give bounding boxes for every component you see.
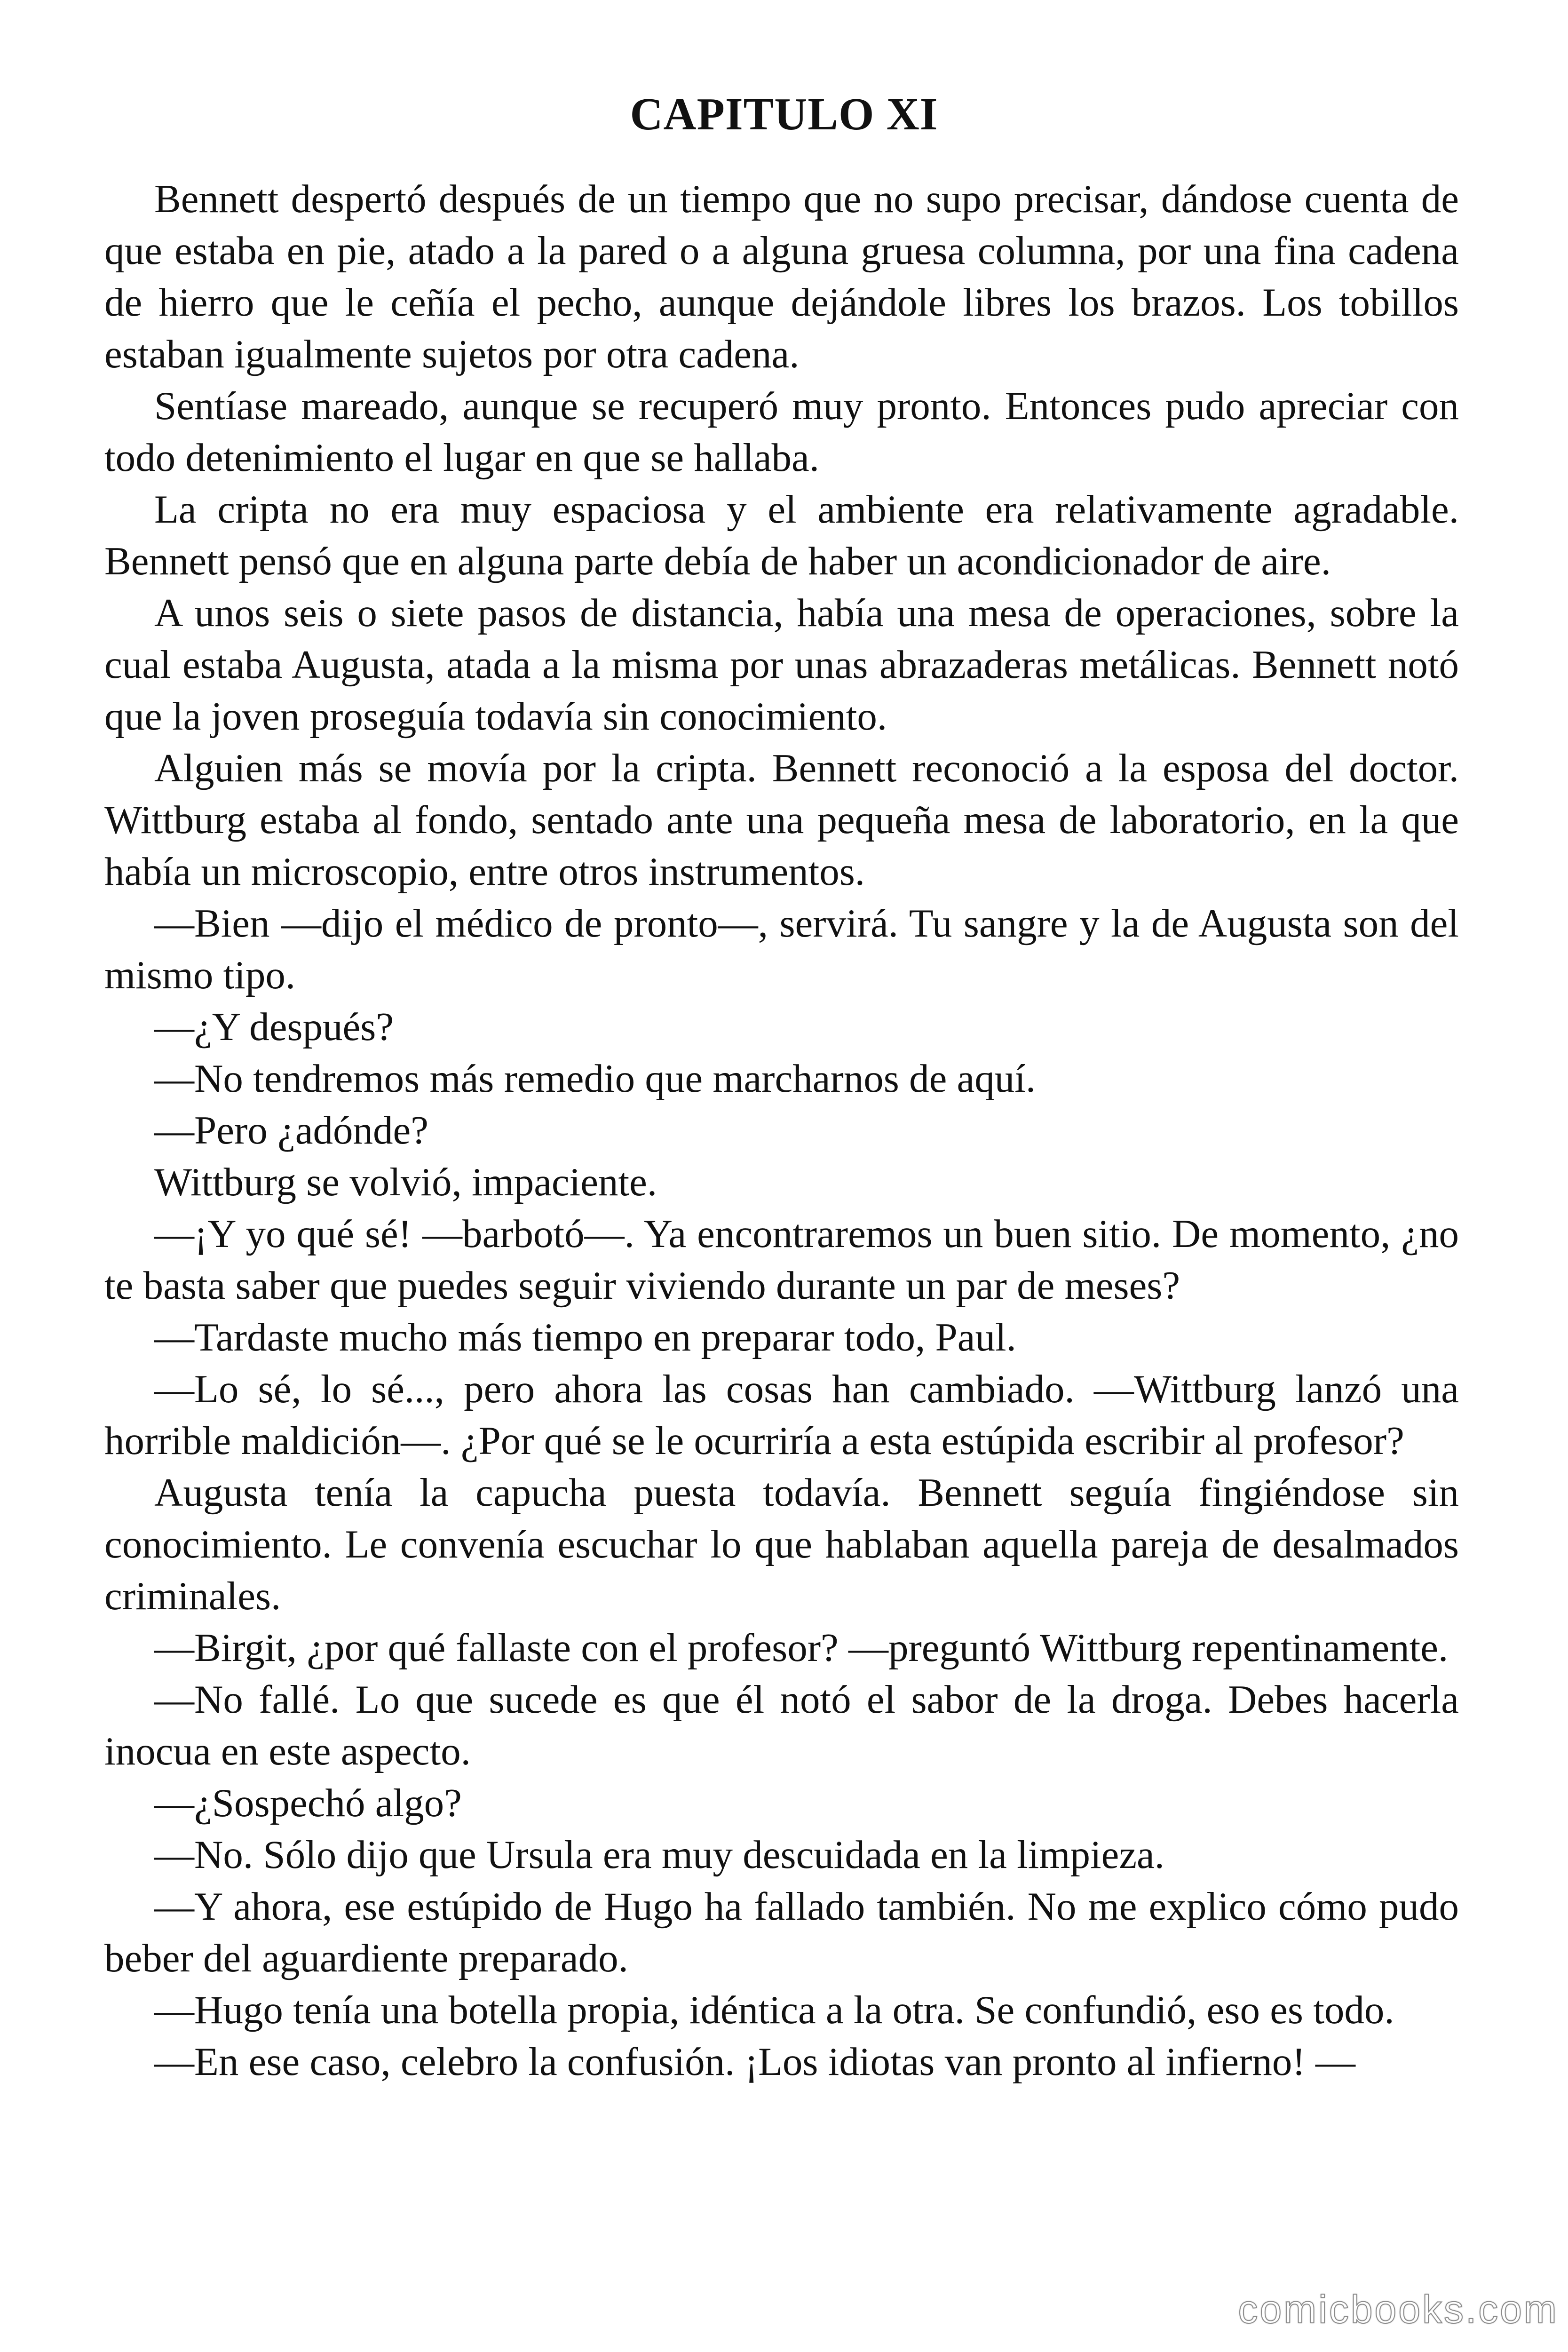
paragraph: —Pero ¿adónde? [154,1108,428,1152]
paragraph: —¡Y yo qué sé! —barbotó—. Ya encontraremos un buen sitio. De momento, ¿no te basta saber que puedes seguir viviendo durante un par de meses? [104,1212,1459,1308]
chapter-title: CAPITULO XI [630,88,938,139]
paragraph: —¿Y después? [154,1005,394,1049]
paragraph: —No. Sólo dijo que Ursula era muy descuidada en la limpieza. [154,1833,1165,1877]
paragraph: —En ese caso, celebro la confusión. ¡Los idiotas van pronto al infierno! — [154,2040,1355,2084]
paragraph: La cripta no era muy espaciosa y el ambiente era relativamente agradable. Bennett pensó que en alguna parte debía de haber un acondicionador de aire. [104,487,1459,583]
paragraph: Alguien más se movía por la cripta. Bennett reconoció a la esposa del doctor. Wittburg estaba al fondo, sentado ante una pequeña mesa de laboratorio, en la que había un microscopio, entre otros instrumentos. [104,746,1459,894]
paragraph: A unos seis o siete pasos de distancia, había una mesa de operaciones, sobre la cual estaba Augusta, atada a la misma por unas abrazaderas metálicas. Bennett notó que la joven proseguía todavía sin conocimiento. [104,591,1459,739]
paragraph: Sentíase mareado, aunque se recuperó muy pronto. Entonces pudo apreciar con todo detenimiento el lugar en que se hallaba. [104,384,1459,480]
chapter-body [104,173,1459,2088]
paragraph: Wittburg se volvió, impaciente. [154,1160,657,1204]
paragraph: —No fallé. Lo que sucede es que él notó el sabor de la droga. Debes hacerla inocua en este aspecto. [104,1677,1459,1773]
watermark: comicbooks.com [1238,2287,1559,2331]
paragraph: —No tendremos más remedio que marcharnos de aquí. [154,1057,1036,1101]
paragraph: —Y ahora, ese estúpido de Hugo ha fallado también. No me explico cómo pudo beber del aguardiente preparado. [104,1884,1459,1980]
paragraph: —Tardaste mucho más tiempo en preparar todo, Paul. [154,1315,1016,1359]
paragraph: Augusta tenía la capucha puesta todavía. Bennett seguía fingiéndose sin conocimiento. Le convenía escuchar lo que hablaban aquella pareja de desalmados criminales. [104,1470,1459,1618]
paragraph: Bennett despertó después de un tiempo que no supo precisar, dándose cuenta de que estaba en pie, atado a la pared o a alguna gruesa columna, por una fina cadena de hierro que le ceñía el pecho, aunque dejándole libres los brazos. Los tobillos estaban igualmente sujetos por otra cadena. [104,177,1459,376]
paragraph: —¿Sospechó algo? [154,1781,462,1825]
paragraph: —Bien —dijo el médico de pronto—, servirá. Tu sangre y la de Augusta son del mismo tipo. [104,901,1459,997]
paragraph: —Hugo tenía una botella propia, idéntica a la otra. Se confundió, eso es todo. [154,1988,1394,2032]
paragraph: —Birgit, ¿por qué fallaste con el profesor? —preguntó Wittburg repentinamente. [154,1626,1449,1670]
paragraph: —Lo sé, lo sé..., pero ahora las cosas han cambiado. —Wittburg lanzó una horrible maldición—. ¿Por qué se le ocurriría a esta estúpida escribir al profesor? [104,1367,1459,1463]
